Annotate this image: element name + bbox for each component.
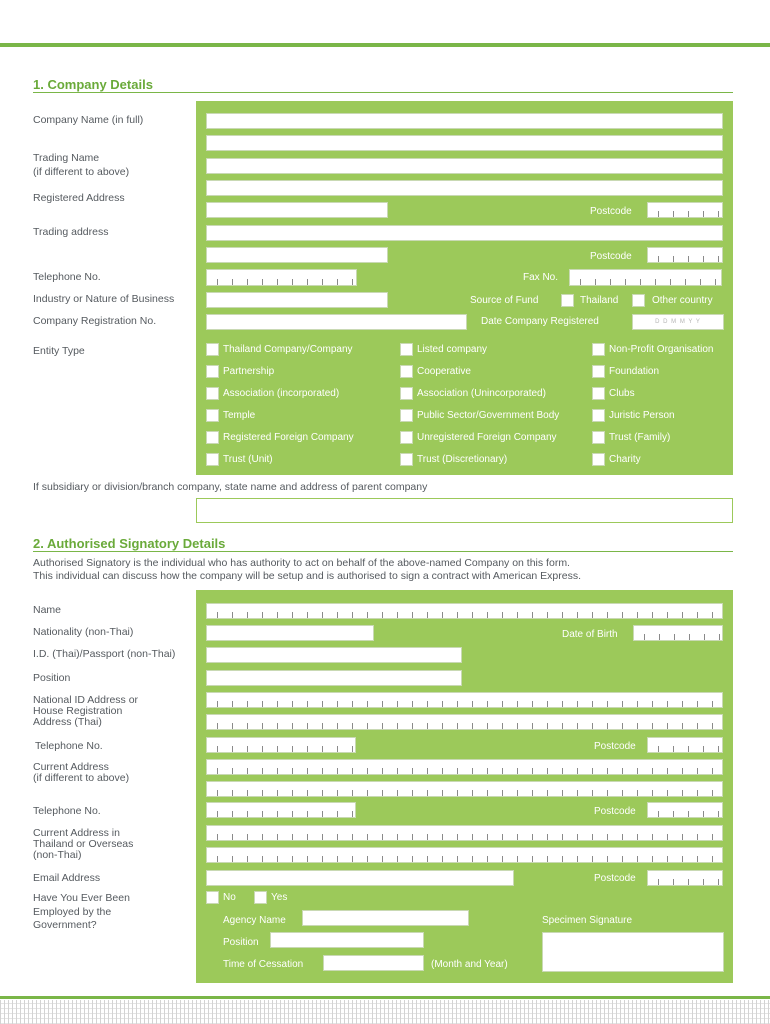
registered-address-label: Registered Address — [33, 192, 125, 204]
entity-type-checkbox[interactable] — [400, 387, 413, 400]
entity-type-option-label: Trust (Unit) — [223, 454, 273, 465]
trading-address-input[interactable] — [206, 225, 723, 241]
specimen-signature-box[interactable] — [542, 932, 724, 972]
entity-type-checkbox[interactable] — [206, 387, 219, 400]
fax-label: Fax No. — [523, 272, 559, 283]
trading-name-input[interactable] — [206, 158, 723, 174]
signatory-postcode-label: Postcode — [594, 741, 636, 752]
current-address-label-1: Current Address — [33, 761, 109, 773]
company-telephone-label: Telephone No. — [33, 271, 101, 283]
section2-title: 2. Authorised Signatory Details — [33, 536, 226, 551]
government-yes-label: Yes — [271, 892, 288, 903]
entity-type-checkbox[interactable] — [206, 365, 219, 378]
national-address-input-line2[interactable] — [206, 714, 723, 730]
national-address-label-1: National ID Address or — [33, 694, 139, 706]
national-address-input-line1[interactable] — [206, 692, 723, 708]
position-label: Position — [33, 672, 71, 684]
entity-type-checkbox[interactable] — [400, 365, 413, 378]
government-no-label: No — [223, 892, 236, 903]
gov-position-label: Position — [223, 937, 259, 948]
entity-type-label: Entity Type — [33, 345, 85, 357]
fax-input[interactable] — [569, 269, 722, 286]
entity-type-option-label: Clubs — [609, 388, 635, 399]
registered-postcode-label: Postcode — [590, 206, 632, 217]
entity-type-checkbox[interactable] — [592, 409, 605, 422]
agency-name-input[interactable] — [302, 910, 469, 926]
date-registered-input[interactable]: D D M M Y Y — [632, 314, 724, 330]
parent-company-label: If subsidiary or division/branch company, state name and address of parent company — [33, 481, 428, 493]
government-yes-checkbox[interactable] — [254, 891, 267, 904]
date-registered-label: Date Company Registered — [481, 316, 599, 327]
national-address-label-2: House Registration — [33, 705, 123, 717]
nationality-label: Nationality (non-Thai) — [33, 626, 134, 638]
entity-type-option-label: Trust (Discretionary) — [417, 454, 508, 465]
government-label-2: Employed by the — [33, 906, 112, 918]
gov-position-input[interactable] — [270, 932, 424, 948]
section1-rule — [33, 92, 733, 93]
entity-type-checkbox[interactable] — [592, 431, 605, 444]
government-label-1: Have You Ever Been — [33, 892, 130, 904]
trading-name-note: (if different to above) — [33, 166, 130, 178]
industry-label: Industry or Nature of Business — [33, 293, 175, 305]
entity-type-option-label: Thailand Company/Company — [223, 344, 353, 355]
source-of-fund-label: Source of Fund — [470, 295, 539, 306]
top-accent-bar — [0, 43, 770, 47]
section2-intro-line1: Authorised Signatory is the individual who has authority to act on behalf of the above-named Company on this form. — [33, 557, 570, 569]
entity-type-checkbox[interactable] — [592, 343, 605, 356]
entity-type-option-label: Temple — [223, 410, 256, 421]
bottom-pattern-strip — [0, 1000, 770, 1024]
registered-address-input[interactable] — [206, 180, 723, 196]
entity-type-checkbox[interactable] — [206, 343, 219, 356]
overseas-address-label-3: (non-Thai) — [33, 849, 82, 861]
entity-type-checkbox[interactable] — [206, 453, 219, 466]
entity-type-option-label: Public Sector/Government Body — [417, 410, 560, 421]
position-input[interactable] — [206, 670, 462, 686]
registered-address-input-line2[interactable] — [206, 202, 388, 218]
entity-type-checkbox[interactable] — [592, 365, 605, 378]
signatory-postcode-input[interactable] — [647, 737, 723, 753]
entity-type-checkbox[interactable] — [400, 409, 413, 422]
entity-type-option-label: Cooperative — [417, 366, 471, 377]
entity-type-checkbox[interactable] — [592, 453, 605, 466]
overseas-address-input-line1[interactable] — [206, 825, 723, 841]
current-postcode-label: Postcode — [594, 806, 636, 817]
government-no-checkbox[interactable] — [206, 891, 219, 904]
company-name-label: Company Name (in full) — [33, 114, 144, 126]
overseas-postcode-input[interactable] — [647, 870, 723, 886]
entity-type-option-label: Unregistered Foreign Company — [417, 432, 557, 443]
overseas-address-input-line2[interactable] — [206, 847, 723, 863]
overseas-postcode-label: Postcode — [594, 873, 636, 884]
time-of-cessation-input[interactable] — [323, 955, 424, 971]
date-of-birth-input[interactable] — [633, 625, 723, 641]
entity-type-checkbox[interactable] — [400, 453, 413, 466]
signatory-telephone-input[interactable] — [206, 737, 356, 753]
signatory-telephone-label: Telephone No. — [35, 740, 103, 752]
trading-address-input-line2[interactable] — [206, 247, 388, 263]
entity-type-option-label: Registered Foreign Company — [223, 432, 354, 443]
company-name-input-line2[interactable] — [206, 135, 723, 151]
source-thailand-label: Thailand — [580, 295, 619, 306]
company-telephone-input[interactable] — [206, 269, 357, 286]
email-label: Email Address — [33, 872, 101, 884]
section1-title: 1. Company Details — [33, 77, 153, 92]
trading-name-label: Trading Name — [33, 152, 100, 164]
nationality-input[interactable] — [206, 625, 374, 641]
government-label-3: Government? — [33, 919, 97, 931]
trading-postcode-input[interactable] — [647, 247, 723, 263]
bottom-accent-bar — [0, 996, 770, 999]
signatory-name-input[interactable] — [206, 603, 723, 619]
registration-no-input[interactable] — [206, 314, 467, 330]
entity-type-checkbox[interactable] — [592, 387, 605, 400]
trading-address-label: Trading address — [33, 226, 109, 238]
source-other-label: Other country — [652, 295, 713, 306]
id-passport-input[interactable] — [206, 647, 462, 663]
current-address-input-line1[interactable] — [206, 759, 723, 775]
name-label: Name — [33, 604, 62, 616]
overseas-address-label-2: Thailand or Overseas — [33, 838, 134, 850]
current-address-label-2: (if different to above) — [33, 772, 130, 784]
parent-company-input[interactable] — [196, 498, 733, 523]
entity-type-checkbox[interactable] — [400, 431, 413, 444]
current-address-input-line2[interactable] — [206, 781, 723, 797]
national-address-label-3: Address (Thai) — [33, 716, 102, 728]
source-thailand-checkbox[interactable] — [561, 294, 574, 307]
date-of-birth-label: Date of Birth — [562, 629, 618, 640]
registration-no-label: Company Registration No. — [33, 315, 157, 327]
time-of-cessation-label: Time of Cessation — [223, 959, 304, 970]
entity-type-option-label: Charity — [609, 454, 641, 465]
entity-type-option-label: Foundation — [609, 366, 660, 377]
entity-type-option-label: Trust (Family) — [609, 432, 671, 443]
section2-rule — [33, 551, 733, 552]
entity-type-option-label: Juristic Person — [609, 410, 675, 421]
entity-type-option-label: Partnership — [223, 366, 275, 377]
current-telephone-input[interactable] — [206, 802, 356, 818]
entity-type-option-label: Listed company — [417, 344, 488, 355]
email-input[interactable] — [206, 870, 514, 886]
id-passport-label: I.D. (Thai)/Passport (non-Thai) — [33, 648, 176, 660]
source-other-checkbox[interactable] — [632, 294, 645, 307]
current-telephone-label: Telephone No. — [33, 805, 101, 817]
specimen-signature-label: Specimen Signature — [542, 915, 633, 926]
trading-postcode-label: Postcode — [590, 251, 632, 262]
agency-name-label: Agency Name — [223, 915, 286, 926]
section2-intro-line2: This individual can discuss how the company will be setup and is authorised to sign a contract with American Express. — [33, 570, 582, 582]
entity-type-checkbox[interactable] — [206, 431, 219, 444]
month-year-note: (Month and Year) — [431, 959, 508, 970]
entity-type-checkbox[interactable] — [400, 343, 413, 356]
company-name-input[interactable] — [206, 113, 723, 129]
overseas-address-label-1: Current Address in — [33, 827, 120, 839]
current-postcode-input[interactable] — [647, 802, 723, 818]
entity-type-option-label: Association (incorporated) — [223, 388, 340, 399]
entity-type-option-label: Non-Profit Organisation — [609, 344, 714, 355]
entity-type-checkbox[interactable] — [206, 409, 219, 422]
industry-input[interactable] — [206, 292, 388, 308]
entity-type-option-label: Association (Unincorporated) — [417, 388, 546, 399]
registered-postcode-input[interactable] — [647, 202, 723, 218]
